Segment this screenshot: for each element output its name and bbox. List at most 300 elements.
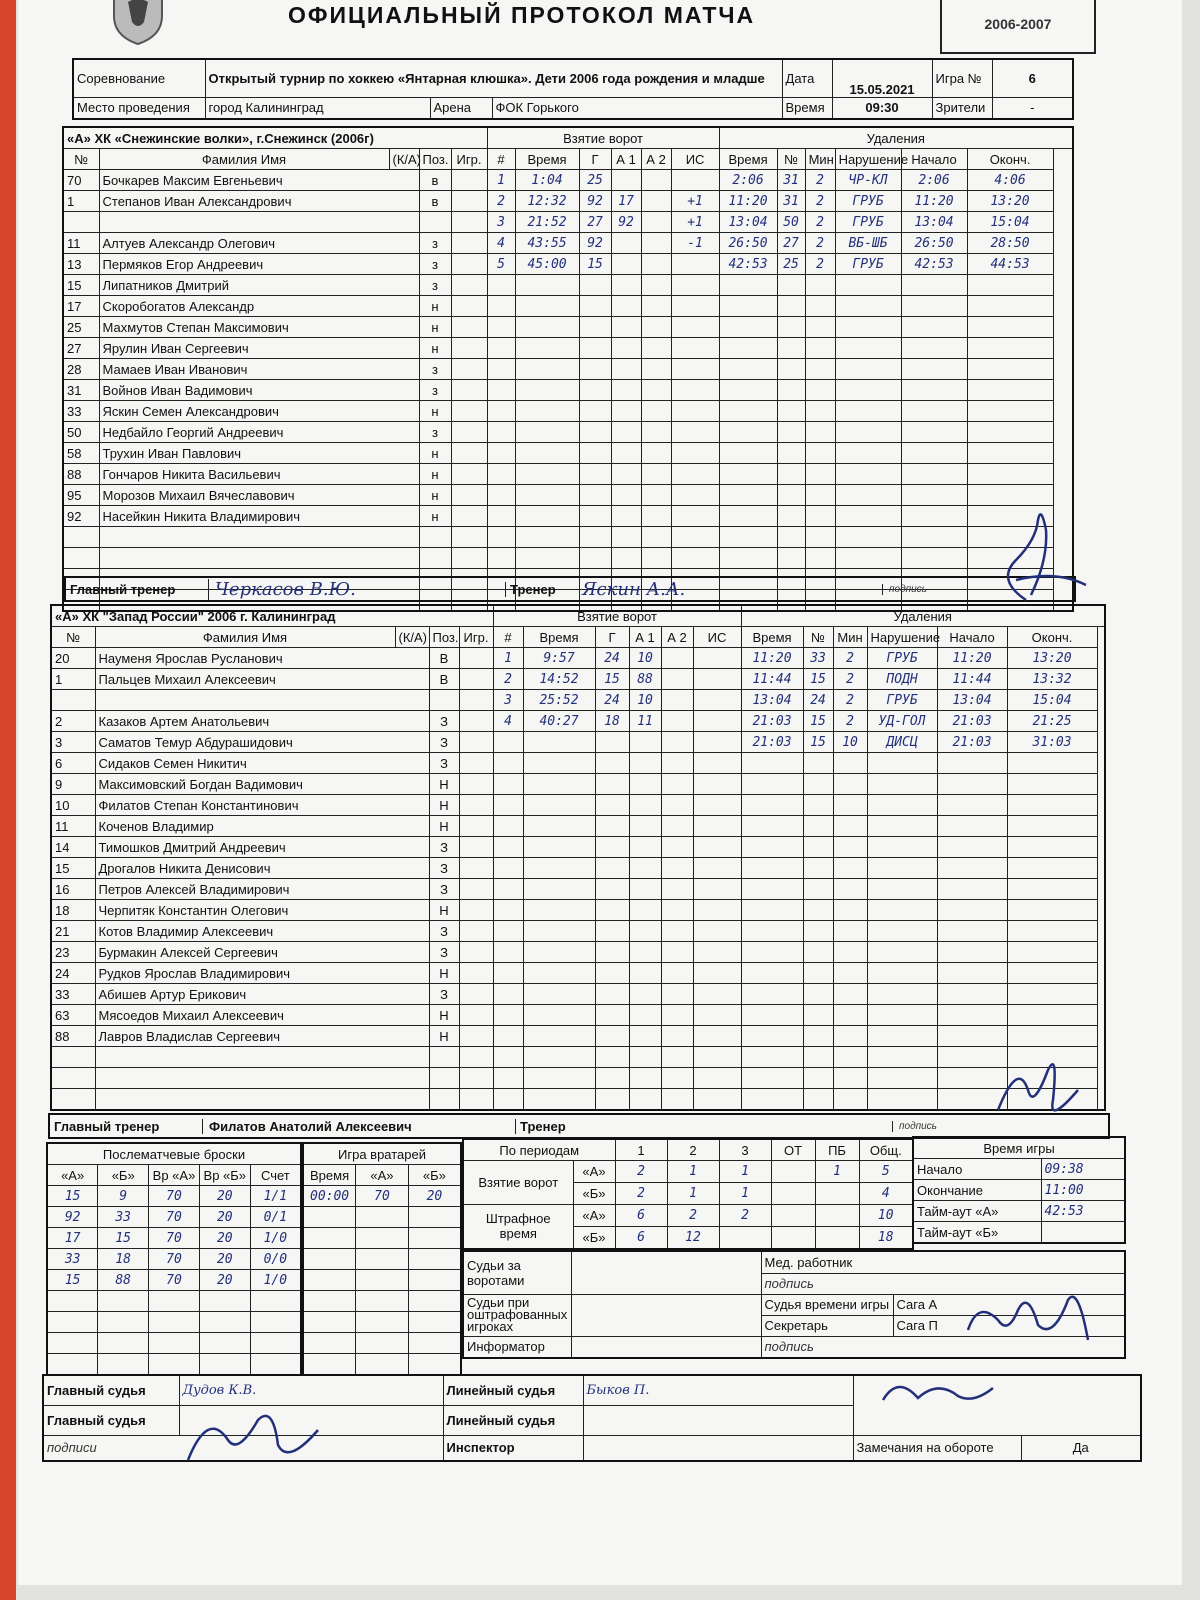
goal-scorer	[595, 963, 629, 984]
penalty-time	[741, 1026, 803, 1047]
col-name: Фамилия Имя	[95, 627, 395, 648]
shootout-cell: 70	[149, 1207, 200, 1228]
goal-is	[671, 401, 719, 422]
player-played	[459, 984, 493, 1005]
match-header	[72, 58, 1074, 120]
penalty-start: 11:20	[937, 648, 1007, 669]
penalty-minutes	[833, 816, 867, 837]
player-number: 28	[63, 359, 99, 380]
goal-is	[671, 317, 719, 338]
penalty-player	[803, 921, 833, 942]
penalty-minutes: 2	[833, 690, 867, 711]
player-row	[51, 648, 1105, 669]
player-number: 10	[51, 795, 95, 816]
col-name: Фамилия Имя	[99, 149, 389, 170]
penalty-end	[967, 359, 1053, 380]
col-ka: (К/А)	[389, 149, 419, 170]
penalty-player: 15	[803, 711, 833, 732]
player-name: Махмутов Степан Максимович	[99, 317, 419, 338]
penalty-time	[719, 506, 777, 527]
penalty-start	[901, 275, 967, 296]
goal-assist-2	[641, 254, 671, 275]
goal-number	[493, 858, 523, 879]
shootout-row	[47, 1291, 301, 1312]
player-row	[63, 401, 1073, 422]
goalies-cell	[408, 1207, 461, 1228]
gametime-table	[912, 1136, 1126, 1244]
goal-is	[693, 732, 741, 753]
penalty-start	[937, 774, 1007, 795]
player-row	[51, 1026, 1105, 1047]
player-row	[51, 732, 1105, 753]
shootout-cell: 33	[47, 1249, 98, 1270]
penalty-start	[901, 401, 967, 422]
goal-scorer	[595, 795, 629, 816]
penalty-start	[901, 506, 967, 527]
shootout-row	[47, 1354, 301, 1376]
penalty-foul	[867, 1089, 937, 1111]
player-played	[451, 359, 487, 380]
shootout-cell	[199, 1333, 250, 1354]
player-number: 20	[51, 648, 95, 669]
player-number: 3	[51, 732, 95, 753]
player-position: В	[429, 648, 459, 669]
col-pen-num: №	[803, 627, 833, 648]
penalty-end: 13:20	[1007, 648, 1097, 669]
penalty-time: 42:53	[719, 254, 777, 275]
period-col: 3	[719, 1139, 771, 1161]
player-number: 24	[51, 963, 95, 984]
goal-assist-2	[641, 191, 671, 212]
penalty-player	[803, 837, 833, 858]
goal-number: 5	[487, 254, 515, 275]
goal-assist-1: 17	[611, 191, 641, 212]
penalty-minutes	[805, 296, 835, 317]
penalty-time: 26:50	[719, 233, 777, 254]
goal-number: 4	[487, 233, 515, 254]
penalty-foul	[835, 275, 901, 296]
period-value: 10	[859, 1205, 913, 1227]
penalty-start	[937, 1005, 1007, 1026]
shootout-cell	[47, 1354, 98, 1376]
penalty-minutes	[805, 527, 835, 548]
player-row	[51, 669, 1105, 690]
penalty-player	[777, 359, 805, 380]
goal-is: +1	[671, 191, 719, 212]
goal-assist-2	[641, 359, 671, 380]
penalty-minutes: 2	[833, 711, 867, 732]
player-position: з	[419, 359, 451, 380]
linesman-label-2: Линейный судья	[443, 1405, 583, 1435]
player-number: 14	[51, 837, 95, 858]
player-number	[63, 212, 99, 233]
player-played	[459, 879, 493, 900]
penalty-end	[1007, 963, 1097, 984]
goal-scorer	[579, 485, 611, 506]
goal-time	[523, 858, 595, 879]
period-value: 2	[667, 1205, 719, 1227]
penalties-header: Удаления	[719, 127, 1073, 149]
penalty-start: 26:50	[901, 233, 967, 254]
period-value: 1	[667, 1161, 719, 1183]
goal-is	[693, 711, 741, 732]
penalty-minutes: 2	[833, 648, 867, 669]
player-name: Мясоедов Михаил Алексеевич	[95, 1005, 429, 1026]
period-value: 6	[615, 1205, 667, 1227]
goal-time	[523, 900, 595, 921]
period-team-label: «Б»	[573, 1227, 615, 1249]
player-row	[63, 464, 1073, 485]
shootout-cell: 15	[47, 1186, 98, 1207]
player-row	[51, 984, 1105, 1005]
goal-scorer	[595, 879, 629, 900]
penalty-minutes	[805, 338, 835, 359]
goal-scorer	[579, 338, 611, 359]
goal-assist-1: 10	[629, 648, 661, 669]
goalies-row	[303, 1333, 461, 1354]
referees-signatures-label: подписи	[43, 1435, 443, 1461]
penalty-end	[1007, 774, 1097, 795]
goal-number	[493, 1068, 523, 1089]
penalty-foul	[835, 380, 901, 401]
penalty-foul: ГРУБ	[867, 648, 937, 669]
secretary: Сага П	[893, 1315, 1125, 1336]
penalty-start: 21:03	[937, 711, 1007, 732]
col-pen-time: Время	[719, 149, 777, 170]
goal-time	[523, 1047, 595, 1068]
penalty-minutes	[833, 921, 867, 942]
penalty-minutes	[833, 795, 867, 816]
goal-assist-2	[641, 317, 671, 338]
penalty-player	[777, 275, 805, 296]
referee-name: Дудов К.В.	[179, 1375, 443, 1405]
goal-assist-2	[641, 548, 671, 569]
penalty-start	[901, 380, 967, 401]
goal-scorer	[579, 506, 611, 527]
player-played	[459, 711, 493, 732]
period-value: 1	[815, 1161, 859, 1183]
penalty-time	[741, 1068, 803, 1089]
col-pen-end: Оконч.	[1007, 627, 1097, 648]
penalty-player	[777, 464, 805, 485]
penalty-foul	[835, 401, 901, 422]
player-position: Н	[429, 1005, 459, 1026]
goal-is	[671, 506, 719, 527]
team-a-table	[62, 126, 1074, 612]
goalies-row	[303, 1249, 461, 1270]
goal-is	[693, 942, 741, 963]
shootout-cell	[250, 1291, 301, 1312]
penalty-player: 31	[777, 191, 805, 212]
player-number: 33	[51, 984, 95, 1005]
goal-number	[487, 317, 515, 338]
goalies-col: «А»	[356, 1165, 409, 1186]
penalty-end	[1007, 921, 1097, 942]
penalty-start	[901, 338, 967, 359]
period-value: 2	[615, 1183, 667, 1205]
player-row	[63, 296, 1073, 317]
penalty-foul: ГРУБ	[835, 191, 901, 212]
shootout-cell: 20	[199, 1228, 250, 1249]
goalies-cell	[356, 1249, 409, 1270]
goal-is	[693, 984, 741, 1005]
player-name: Яскин Семен Александрович	[99, 401, 419, 422]
player-name	[95, 1047, 429, 1068]
game-number: 6	[992, 59, 1073, 97]
shootout-row	[47, 1186, 301, 1207]
penalty-end: 15:04	[967, 212, 1053, 233]
penalty-end	[1007, 837, 1097, 858]
shootout-cell: 70	[149, 1186, 200, 1207]
medic-signature-label: подпись	[761, 1273, 1125, 1294]
penalty-player	[803, 963, 833, 984]
goal-number: 4	[493, 711, 523, 732]
player-played	[459, 963, 493, 984]
goal-assist-1	[629, 921, 661, 942]
penalty-minutes: 2	[805, 170, 835, 191]
period-value	[771, 1227, 815, 1249]
period-value	[771, 1161, 815, 1183]
gametime-start-label: Начало	[913, 1159, 1041, 1180]
shootout-cell	[149, 1333, 200, 1354]
penalty-end	[967, 317, 1053, 338]
player-name: Черпитяк Константин Олегович	[95, 900, 429, 921]
shootout-col: «А»	[47, 1165, 98, 1186]
col-pen-end: Оконч.	[967, 149, 1053, 170]
shootout-col: Счет	[250, 1165, 301, 1186]
goal-scorer	[579, 548, 611, 569]
goal-is	[693, 816, 741, 837]
col-is: ИС	[693, 627, 741, 648]
player-position: Н	[429, 963, 459, 984]
goal-number: 1	[493, 648, 523, 669]
goal-time	[523, 753, 595, 774]
goal-scorer: 25	[579, 170, 611, 191]
player-name: Лавров Владислав Сергеевич	[95, 1026, 429, 1047]
player-name: Мамаев Иван Иванович	[99, 359, 419, 380]
player-position: н	[419, 296, 451, 317]
player-played	[459, 816, 493, 837]
goalies-cell	[356, 1333, 409, 1354]
penalty-judges-label: Судьи при оштрафованных игроках	[463, 1294, 571, 1336]
period-col: 1	[615, 1139, 667, 1161]
period-value	[815, 1205, 859, 1227]
col-pen-min: Мин	[805, 149, 835, 170]
penalty-end: 15:04	[1007, 690, 1097, 711]
penalty-end	[967, 338, 1053, 359]
penalty-player	[777, 401, 805, 422]
player-number: 9	[51, 774, 95, 795]
period-team-label: «А»	[573, 1161, 615, 1183]
player-number: 27	[63, 338, 99, 359]
goalies-cell	[303, 1291, 356, 1312]
goal-assist-1	[629, 879, 661, 900]
goal-is	[693, 921, 741, 942]
goal-assist-1	[611, 422, 641, 443]
penalty-time	[719, 359, 777, 380]
goal-scorer	[579, 464, 611, 485]
penalty-foul	[867, 816, 937, 837]
penalty-foul	[835, 548, 901, 569]
goal-assist-2	[661, 690, 693, 711]
goal-number	[487, 296, 515, 317]
timekeeper-label: Судья времени игры	[761, 1294, 893, 1315]
inspector-signature	[878, 1370, 998, 1410]
goal-time	[515, 464, 579, 485]
goal-time: 9:57	[523, 648, 595, 669]
goal-assist-1	[629, 1068, 661, 1089]
goal-assist-2	[641, 275, 671, 296]
goal-scorer: 92	[579, 233, 611, 254]
col-is: ИС	[671, 149, 719, 170]
goal-is	[693, 837, 741, 858]
goal-is	[671, 338, 719, 359]
gametime-start: 09:38	[1041, 1159, 1125, 1180]
goal-assist-2	[641, 296, 671, 317]
penalty-start	[901, 422, 967, 443]
player-played	[459, 921, 493, 942]
player-played	[451, 254, 487, 275]
medic-label: Мед. работник	[761, 1251, 1125, 1273]
goal-is	[671, 296, 719, 317]
penalty-minutes	[805, 401, 835, 422]
goal-assist-2	[661, 837, 693, 858]
goalies-cell: 00:00	[303, 1186, 356, 1207]
penalty-time	[719, 380, 777, 401]
player-row	[63, 233, 1073, 254]
penalty-player: 15	[803, 732, 833, 753]
penalty-start: 11:20	[901, 191, 967, 212]
goal-number	[487, 338, 515, 359]
player-name: Бурмакин Алексей Сергеевич	[95, 942, 429, 963]
player-name	[95, 690, 429, 711]
penalty-foul	[835, 464, 901, 485]
goal-scorer	[579, 422, 611, 443]
penalty-foul	[867, 900, 937, 921]
player-number: 15	[51, 858, 95, 879]
goalies-cell: 20	[408, 1186, 461, 1207]
shootout-cell: 33	[98, 1207, 149, 1228]
player-name: Науменя Ярослав Русланович	[95, 648, 429, 669]
col-num: №	[51, 627, 95, 648]
goal-assist-1	[629, 795, 661, 816]
penalty-minutes	[805, 443, 835, 464]
player-position: з	[419, 422, 451, 443]
goal-number	[493, 879, 523, 900]
goalies-cell	[408, 1333, 461, 1354]
goalies-row	[303, 1270, 461, 1291]
period-value: 6	[615, 1227, 667, 1249]
goal-time	[515, 422, 579, 443]
goal-assist-2	[641, 506, 671, 527]
period-value	[719, 1227, 771, 1249]
goal-assist-1	[611, 548, 641, 569]
goal-is: -1	[671, 233, 719, 254]
player-row	[51, 1089, 1105, 1111]
goal-is	[693, 669, 741, 690]
penalty-player	[777, 485, 805, 506]
penalty-end	[967, 464, 1053, 485]
player-position: н	[419, 443, 451, 464]
player-position: з	[419, 233, 451, 254]
shootout-cell: 1/0	[250, 1228, 301, 1249]
penalty-minutes	[805, 506, 835, 527]
player-name: Дрогалов Никита Денисович	[95, 858, 429, 879]
player-number: 11	[63, 233, 99, 254]
venue-value: город Калининград	[205, 97, 430, 119]
goal-time	[515, 485, 579, 506]
goalies-cell	[408, 1270, 461, 1291]
player-played	[459, 690, 493, 711]
goalies-cell	[356, 1270, 409, 1291]
goal-scorer	[579, 359, 611, 380]
goal-is	[671, 485, 719, 506]
goal-number	[493, 753, 523, 774]
goal-assist-2	[661, 879, 693, 900]
goal-time	[523, 774, 595, 795]
penalty-minutes	[805, 380, 835, 401]
head-coach-label: Главный тренер	[70, 581, 176, 597]
goal-assist-1	[629, 753, 661, 774]
goal-scorer	[595, 732, 629, 753]
penalty-minutes	[833, 837, 867, 858]
col-ka: (К/А)	[395, 627, 429, 648]
player-row	[51, 774, 1105, 795]
goal-assist-1	[611, 443, 641, 464]
penalties-header: Удаления	[741, 605, 1105, 627]
player-name: Котов Владимир Алексеевич	[95, 921, 429, 942]
remarks-label: Замечания на обороте	[853, 1435, 1021, 1461]
player-row	[63, 548, 1073, 569]
team-a-coach-bar	[64, 576, 1076, 602]
penalty-player: 24	[803, 690, 833, 711]
penalty-player	[803, 1026, 833, 1047]
goal-scorer	[595, 837, 629, 858]
player-position	[419, 527, 451, 548]
referee-label-1: Главный судья	[43, 1375, 179, 1405]
goalies-row	[303, 1186, 461, 1207]
penalty-minutes	[833, 879, 867, 900]
player-row	[63, 380, 1073, 401]
penalty-end	[1007, 795, 1097, 816]
player-played	[451, 170, 487, 191]
team-a-coach: Яскин А.А.	[582, 578, 686, 600]
goalies-cell	[356, 1312, 409, 1333]
player-position: з	[419, 275, 451, 296]
player-position: з	[419, 254, 451, 275]
goal-number	[493, 921, 523, 942]
goal-is	[671, 359, 719, 380]
player-number: 33	[63, 401, 99, 422]
goal-time	[515, 548, 579, 569]
penalty-minutes: 2	[805, 254, 835, 275]
goal-scorer	[595, 753, 629, 774]
goal-time	[515, 296, 579, 317]
player-name: Тимошков Дмитрий Андреевич	[95, 837, 429, 858]
penalty-foul	[867, 879, 937, 900]
player-name: Войнов Иван Вадимович	[99, 380, 419, 401]
player-number: 63	[51, 1005, 95, 1026]
goal-number: 2	[487, 191, 515, 212]
goal-is	[693, 753, 741, 774]
col-num: №	[63, 149, 99, 170]
penalty-minutes	[805, 422, 835, 443]
goal-time	[515, 527, 579, 548]
goal-assist-1	[629, 1005, 661, 1026]
team-b-head-coach: Филатов Анатолий Алексеевич	[202, 1119, 515, 1134]
player-name: Недбайло Георгий Андреевич	[99, 422, 419, 443]
penalty-time	[719, 548, 777, 569]
